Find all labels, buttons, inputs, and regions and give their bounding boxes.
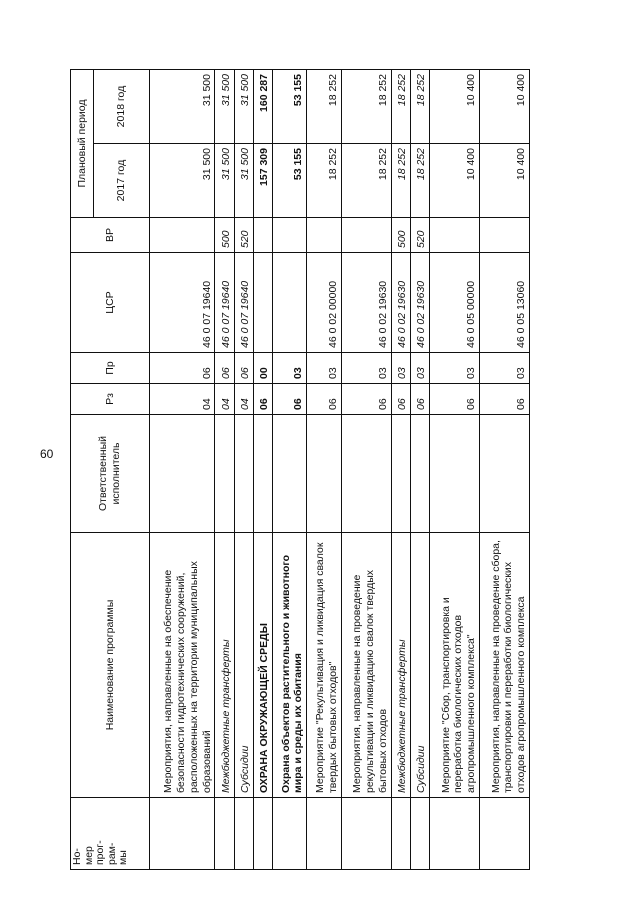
cell-number: [341, 798, 391, 870]
cell-2017: 31 500: [234, 144, 253, 218]
table-row: [215, 70, 234, 870]
table-row: [150, 70, 215, 870]
cell-2018: 18 252: [307, 70, 342, 144]
cell-vr: [150, 218, 215, 253]
cell-csr: 46 0 02 00000: [307, 253, 342, 353]
cell-number: [215, 798, 234, 870]
cell-number: [150, 798, 215, 870]
cell-rz: 06: [429, 384, 479, 415]
cell-rz: 06: [253, 384, 272, 415]
cell-rz: 06: [391, 384, 410, 415]
cell-program-name: Субсидии: [410, 533, 429, 798]
cell-2017: 53 155: [272, 144, 307, 218]
cell-pr: 03: [429, 353, 479, 384]
cell-2018: 10 400: [429, 70, 479, 144]
cell-pr: 03: [307, 353, 342, 384]
cell-vr: 520: [234, 218, 253, 253]
cell-pr: 00: [253, 353, 272, 384]
cell-number: [234, 798, 253, 870]
cell-2018: 18 252: [391, 70, 410, 144]
col-header-vr: ВР: [71, 218, 150, 253]
col-header-name: Наименование программы: [71, 533, 150, 798]
cell-rz: 06: [410, 384, 429, 415]
cell-rz: 04: [215, 384, 234, 415]
cell-rz: 04: [234, 384, 253, 415]
page-number: 60: [40, 447, 54, 461]
table-row: [272, 70, 307, 870]
col-header-planned-period: Плановый период: [71, 70, 94, 218]
cell-executor: [234, 415, 253, 533]
cell-rz: 04: [150, 384, 215, 415]
table-row: [253, 70, 272, 870]
cell-csr: 46 0 02 19630: [391, 253, 410, 353]
cell-vr: [253, 218, 272, 253]
cell-number: [410, 798, 429, 870]
table-row: [341, 70, 391, 870]
cell-2018: 31 500: [234, 70, 253, 144]
cell-csr: 46 0 07 19640: [234, 253, 253, 353]
cell-2017: 18 252: [391, 144, 410, 218]
cell-2017: 18 252: [410, 144, 429, 218]
table-row: [234, 70, 253, 870]
cell-executor: [307, 415, 342, 533]
cell-rz: 06: [307, 384, 342, 415]
cell-program-name: Мероприятия, направленные на обеспечение безопасности гидротехнических сооружений, расположенных на территории муниципальных образований: [150, 533, 215, 798]
cell-number: [391, 798, 410, 870]
table-row: [410, 70, 429, 870]
budget-table-rotated: [70, 70, 530, 870]
cell-pr: 06: [234, 353, 253, 384]
col-header-2018: 2018 год: [94, 70, 150, 144]
cell-executor: [391, 415, 410, 533]
cell-csr: [272, 253, 307, 353]
cell-executor: [429, 415, 479, 533]
cell-csr: [253, 253, 272, 353]
cell-csr: 46 0 02 19630: [341, 253, 391, 353]
cell-vr: [429, 218, 479, 253]
cell-vr: 520: [410, 218, 429, 253]
cell-2017: 31 500: [150, 144, 215, 218]
cell-pr: 06: [215, 353, 234, 384]
cell-program-name: Мероприятия, направленные на проведение рекультивации и ликвидацию свалок твердых бытовых отходов: [341, 533, 391, 798]
table-row: [391, 70, 410, 870]
table-row: [307, 70, 342, 870]
cell-vr: [272, 218, 307, 253]
col-header-executor: Ответственный исполнитель: [71, 415, 150, 533]
cell-number: [479, 798, 529, 870]
cell-pr: 03: [272, 353, 307, 384]
cell-vr: [479, 218, 529, 253]
cell-2017: 10 400: [479, 144, 529, 218]
cell-program-name: Охрана объектов растительного и животного мира и среды их обитания: [272, 533, 307, 798]
cell-program-name: ОХРАНА ОКРУЖАЮЩЕЙ СРЕДЫ: [253, 533, 272, 798]
cell-rz: 06: [272, 384, 307, 415]
cell-2018: 31 500: [215, 70, 234, 144]
cell-2018: 53 155: [272, 70, 307, 144]
cell-executor: [479, 415, 529, 533]
cell-executor: [272, 415, 307, 533]
cell-2018: 10 400: [479, 70, 529, 144]
cell-pr: 06: [150, 353, 215, 384]
col-header-pr: Пр: [71, 353, 150, 384]
cell-executor: [253, 415, 272, 533]
cell-program-name: Межбюджетные трансферты: [391, 533, 410, 798]
cell-pr: 03: [341, 353, 391, 384]
cell-program-name: Субсидии: [234, 533, 253, 798]
cell-program-name: Мероприятия, направленные на проведение сбора, транспортировки и переработки биологических отходов агропромышленного комплекса: [479, 533, 529, 798]
cell-2018: 31 500: [150, 70, 215, 144]
cell-2017: 18 252: [307, 144, 342, 218]
cell-number: [307, 798, 342, 870]
table-row: [429, 70, 479, 870]
cell-executor: [341, 415, 391, 533]
cell-executor: [150, 415, 215, 533]
cell-2018: 18 252: [341, 70, 391, 144]
cell-program-name: Мероприятие "Рекультивация и ликвидация свалок твердых бытовых отходов": [307, 533, 342, 798]
cell-vr: 500: [391, 218, 410, 253]
cell-csr: 46 0 07 19640: [215, 253, 234, 353]
cell-executor: [215, 415, 234, 533]
cell-2017: 157 309: [253, 144, 272, 218]
cell-2017: 31 500: [215, 144, 234, 218]
cell-vr: [307, 218, 342, 253]
budget-table: [70, 69, 530, 870]
col-header-number: Но- мер прог- рам- мы: [71, 798, 150, 870]
cell-csr: 46 0 05 00000: [429, 253, 479, 353]
cell-vr: [341, 218, 391, 253]
cell-number: [253, 798, 272, 870]
cell-number: [429, 798, 479, 870]
col-header-csr: ЦСР: [71, 253, 150, 353]
cell-program-name: Межбюджетные трансферты: [215, 533, 234, 798]
cell-2018: 18 252: [410, 70, 429, 144]
cell-csr: 46 0 05 13060: [479, 253, 529, 353]
cell-csr: 46 0 07 19640: [150, 253, 215, 353]
cell-rz: 06: [341, 384, 391, 415]
cell-program-name: Мероприятие "Сбор, транспортировка и переработка биологических отходов агропромышленного комплекса": [429, 533, 479, 798]
cell-pr: 03: [479, 353, 529, 384]
cell-2017: 18 252: [341, 144, 391, 218]
col-header-rz: Рз: [71, 384, 150, 415]
cell-number: [272, 798, 307, 870]
cell-csr: 46 0 02 19630: [410, 253, 429, 353]
cell-pr: 03: [410, 353, 429, 384]
table-row: [479, 70, 529, 870]
cell-pr: 03: [391, 353, 410, 384]
cell-rz: 06: [479, 384, 529, 415]
cell-2018: 160 287: [253, 70, 272, 144]
cell-2017: 10 400: [429, 144, 479, 218]
cell-executor: [410, 415, 429, 533]
col-header-2017: 2017 год: [94, 144, 150, 218]
cell-vr: 500: [215, 218, 234, 253]
